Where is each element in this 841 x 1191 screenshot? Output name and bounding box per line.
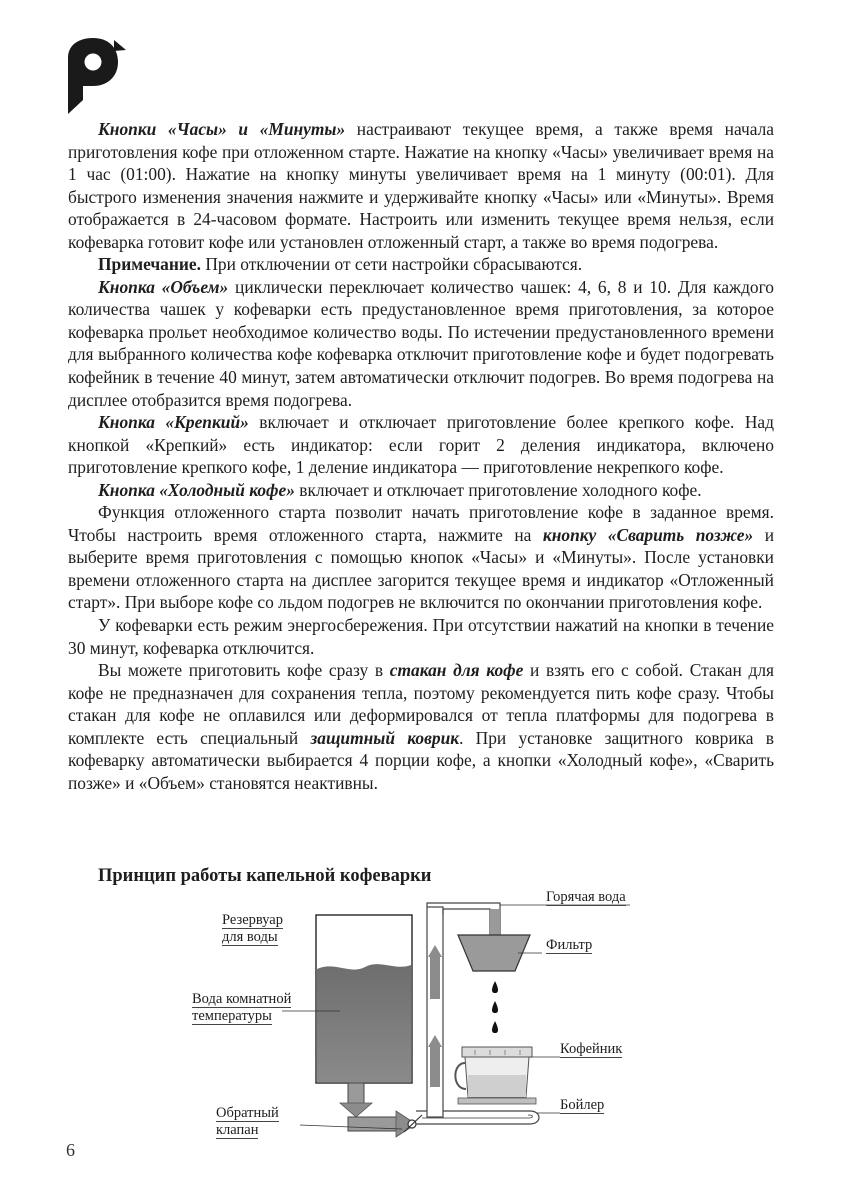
down-arrow [340, 1103, 372, 1117]
emphasis-text: Кнопки «Часы» и «Минуты» [98, 119, 346, 139]
section-heading: Принцип работы капельной кофеварки [98, 866, 432, 886]
text-run: При отключении от сети настройки сбрасываются. [200, 254, 583, 275]
text-run: Функция отложенного старта позволит начать приготовление кофе в заданное время. Чтобы настроить время отложенного старта, нажмите на [68, 502, 774, 545]
emphasis-text: Кнопка «Объем» [98, 276, 229, 297]
text-run: включает и отключает приготовление более крепкого кофе. Над кнопкой «Крепкий» есть индикатор: если горит 2 деления индикатора, включено приготовление крепкого кофе, 1 деление индикатора — приготовление некрепкого кофе. [68, 412, 774, 478]
label-carafe: Кофейник [560, 1041, 623, 1057]
paragraph [68, 253, 774, 276]
text-run: включает и отключает приготовление холодного кофе. [294, 479, 702, 500]
text-run: и взять его с собой. Стакан для кофе не предназначен для сохранения тепла, поэтому рекомендуется пить кофе сразу. Чтобы стакан для кофе не оплавился или деформировался от тепла платформы для подогрева в комплекте есть специальный [68, 660, 775, 748]
paragraph [68, 659, 774, 794]
emphasis-text: Кнопка «Крепкий» [98, 412, 249, 433]
carafe [455, 1047, 532, 1097]
paragraph [68, 411, 774, 479]
emphasis-text: Кнопка «Холодный кофе» [98, 479, 295, 500]
label-boiler: Бойлер [560, 1097, 605, 1113]
paragraph [68, 276, 774, 411]
brand-logo-icon [66, 36, 128, 116]
text-run: настраивают текущее время, а также время начала приготовления кофе при отложенном старте. Нажатие на кнопку «Часы» увеличивает время на 1 час (01:00). Нажатие на кнопку минуты увеличивает время на 1 минуту (00:01). Для быстрого изменения значения нажмите и удерживайте кнопку «Часы» или «Минуты». Время отображается в 24-часовом формате. Настроить или изменить текущее время нельзя, если кофеварка готовит кофе или установлен отложенный старт, а также во время подогрева. [68, 119, 774, 252]
label-filter: Фильтр [546, 937, 593, 953]
reservoir-water [317, 964, 411, 1082]
text-run: и выберите время приготовления с помощью кнопок «Часы» и «Минуты». После установки времени отложенного старта на дисплее загорится текущее время и индикатор «Отложенный старт». При выборе кофе со льдом подогрев не включится по окончании приготовления кофе. [68, 524, 775, 613]
text-run: Вы можете приготовить кофе сразу в [98, 660, 390, 681]
page-number: 6 [66, 1140, 75, 1160]
label-check-valve: Обратный клапан [216, 1105, 279, 1138]
emphasis-text: кнопку «Сварить позже» [542, 524, 754, 545]
label-reservoir: Резервуар для воды [222, 912, 283, 945]
paragraph [68, 479, 774, 502]
emphasis-text: Примечание. [98, 254, 201, 275]
label-room-temperature-water: Вода комнатной температуры [192, 991, 292, 1024]
text-run: . При установке защитного коврика в кофеварку автоматически выбирается 4 порции кофе, а кнопки «Холодный кофе», «Сварить позже» и «Объем» становятся неактивны. [68, 727, 774, 793]
emphasis-text: защитный коврик [310, 727, 460, 748]
drip-coffee-diagram [190, 885, 650, 1145]
paragraph [68, 614, 774, 659]
emphasis-text: стакан для кофе [389, 660, 524, 681]
text-run: У кофеварки есть режим энергосбережения. При отсутствии нажатий на кнопки в течение 30 минут, кофеварка отключится. [68, 615, 774, 658]
warming-plate [458, 1098, 536, 1104]
paragraph [68, 118, 774, 253]
label-hot-water: Горячая вода [546, 889, 626, 905]
paragraph [68, 501, 774, 614]
body-text [68, 118, 774, 794]
text-run: циклически переключает количество чашек: 4, 6, 8 и 10. Для каждого количества чашек у кофеварки есть предустановленное время приготовления, за которое кофеварка прольет необходимое количество воды. По истечении предустановленного времени для выбранного количества кофе кофеварка отключит приготовление кофе и будет подогревать кофейник в течение 40 минут, затем автоматически отключит подогрев. Во время подогрева на дисплее отобразится время подогрева. [68, 276, 775, 410]
